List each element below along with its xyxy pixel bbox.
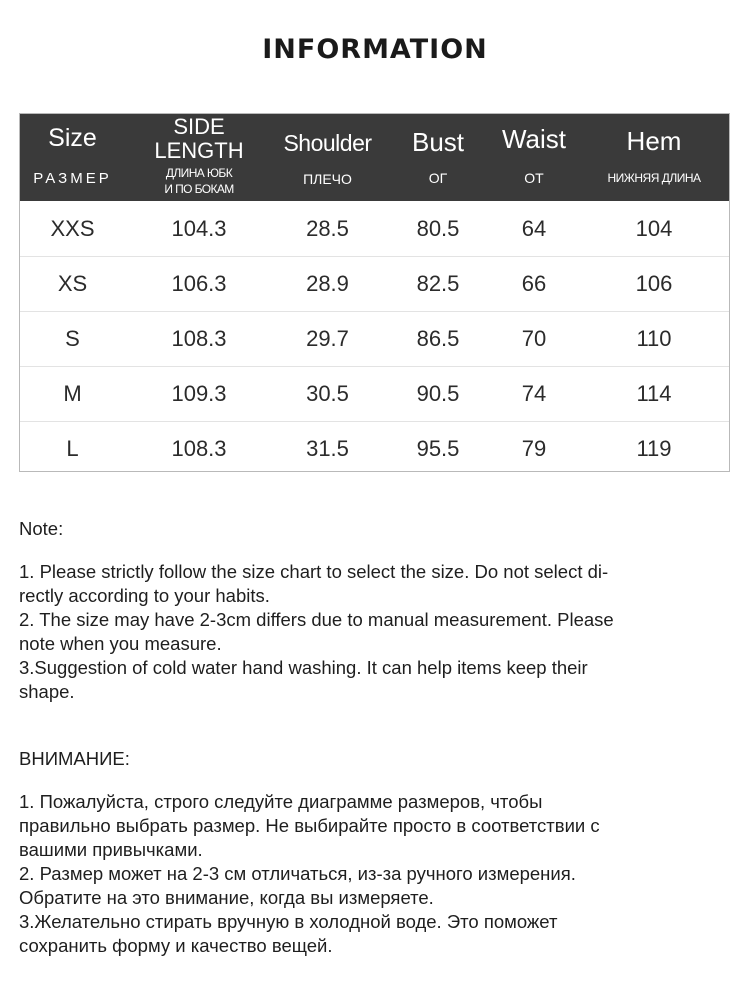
cell-shoulder: 31.5 — [306, 436, 349, 461]
cell-hem: 110 — [636, 326, 672, 351]
header-size-sublabel: РАЗМЕР — [33, 170, 112, 187]
header-waist-sublabel: ОТ — [524, 170, 544, 186]
cell-hem: 104 — [635, 216, 673, 241]
cell-waist: 66 — [521, 271, 547, 296]
cell-bust: 82.5 — [416, 271, 460, 296]
cell-shoulder: 30.5 — [306, 381, 349, 406]
table-row — [20, 256, 729, 312]
note-ru-line: 1. Пожалуйста, строго следуйте диаграмме размеров, чтобы — [19, 791, 543, 812]
note-ru-line: 3.Желательно стирать вручную в холодной воде. Это поможет — [19, 911, 558, 932]
header-bust — [394, 114, 482, 201]
cell-size: L — [66, 436, 79, 461]
header-shoulder-label: Shoulder — [283, 130, 372, 156]
header-hem-sublabel: НИЖНЯЯ ДЛИНА — [607, 171, 701, 185]
cell-side-length: 108.3 — [171, 326, 227, 351]
header-bust-label: Bust — [411, 127, 465, 157]
cell-bust: 86.5 — [416, 326, 460, 351]
note-en-line: 1. Please strictly follow the size chart to select the size. Do not select di- — [19, 561, 609, 582]
table-row — [20, 421, 729, 476]
header-shoulder — [270, 114, 385, 201]
cell-shoulder: 29.7 — [306, 326, 349, 351]
note-en-line: shape. — [19, 681, 75, 702]
note-en-line: rectly according to your habits. — [19, 585, 270, 606]
note-ru-line: вашими привычками. — [19, 839, 203, 860]
cell-side-length: 104.3 — [171, 216, 227, 241]
note-ru-line: сохранить форму и качество вещей. — [19, 935, 333, 956]
size-table — [19, 113, 730, 472]
note-en-heading: Note: — [19, 518, 64, 539]
cell-waist: 70 — [521, 326, 547, 351]
cell-size: XXS — [50, 216, 95, 241]
cell-waist: 74 — [521, 381, 547, 406]
header-side-length — [144, 114, 254, 201]
cell-bust: 80.5 — [416, 216, 460, 241]
page-title: INFORMATION — [262, 34, 488, 65]
header-bust-sublabel: ОГ — [428, 170, 448, 186]
header-side-length-sublabel-1: ДЛИНА ЮБК — [165, 166, 233, 180]
cell-hem: 114 — [636, 381, 672, 406]
header-side-length-label-2: LENGTH — [154, 138, 244, 163]
cell-shoulder: 28.9 — [306, 271, 349, 296]
header-size — [20, 114, 125, 201]
cell-hem: 119 — [636, 436, 672, 461]
cell-bust: 90.5 — [416, 381, 460, 406]
note-ru-line: правильно выбрать размер. Не выбирайте просто в соответствии с — [19, 815, 600, 836]
header-size-label: Size — [48, 124, 97, 152]
cell-waist: 64 — [521, 216, 547, 241]
header-shoulder-sublabel: ПЛЕЧО — [303, 171, 352, 187]
header-side-length-label-1: SIDE — [173, 114, 225, 139]
cell-hem: 106 — [635, 271, 673, 296]
cell-size: M — [63, 381, 82, 406]
cell-shoulder: 28.5 — [306, 216, 349, 241]
cell-waist: 79 — [521, 436, 547, 461]
header-hem-label: Hem — [626, 126, 682, 156]
cell-side-length: 108.3 — [171, 436, 227, 461]
table-row — [20, 366, 729, 422]
cell-bust: 95.5 — [416, 436, 460, 461]
note-ru-heading: ВНИМАНИЕ: — [19, 748, 130, 769]
cell-side-length: 109.3 — [171, 381, 227, 406]
note-en-line: note when you measure. — [19, 633, 222, 654]
note-en-line: 3.Suggestion of cold water hand washing. It can help items keep their — [19, 657, 588, 678]
cell-size: S — [65, 326, 80, 351]
table-row — [20, 201, 729, 257]
table-row — [20, 311, 729, 367]
header-waist — [490, 114, 578, 201]
table-header — [20, 114, 729, 201]
note-ru-line: 2. Размер может на 2-3 см отличаться, из-за ручного измерения. — [19, 863, 576, 884]
cell-side-length: 106.3 — [171, 271, 227, 296]
header-hem — [590, 114, 718, 201]
note-en-line: 2. The size may have 2-3cm differs due to manual measurement. Please — [19, 609, 614, 630]
header-side-length-sublabel-2: И ПО БОКАМ — [164, 182, 234, 196]
notes-section — [19, 517, 731, 958]
header-waist-label: Waist — [501, 124, 567, 154]
cell-size: XS — [57, 271, 88, 296]
note-ru-line: Обратите на это внимание, когда вы измеряете. — [19, 887, 434, 908]
